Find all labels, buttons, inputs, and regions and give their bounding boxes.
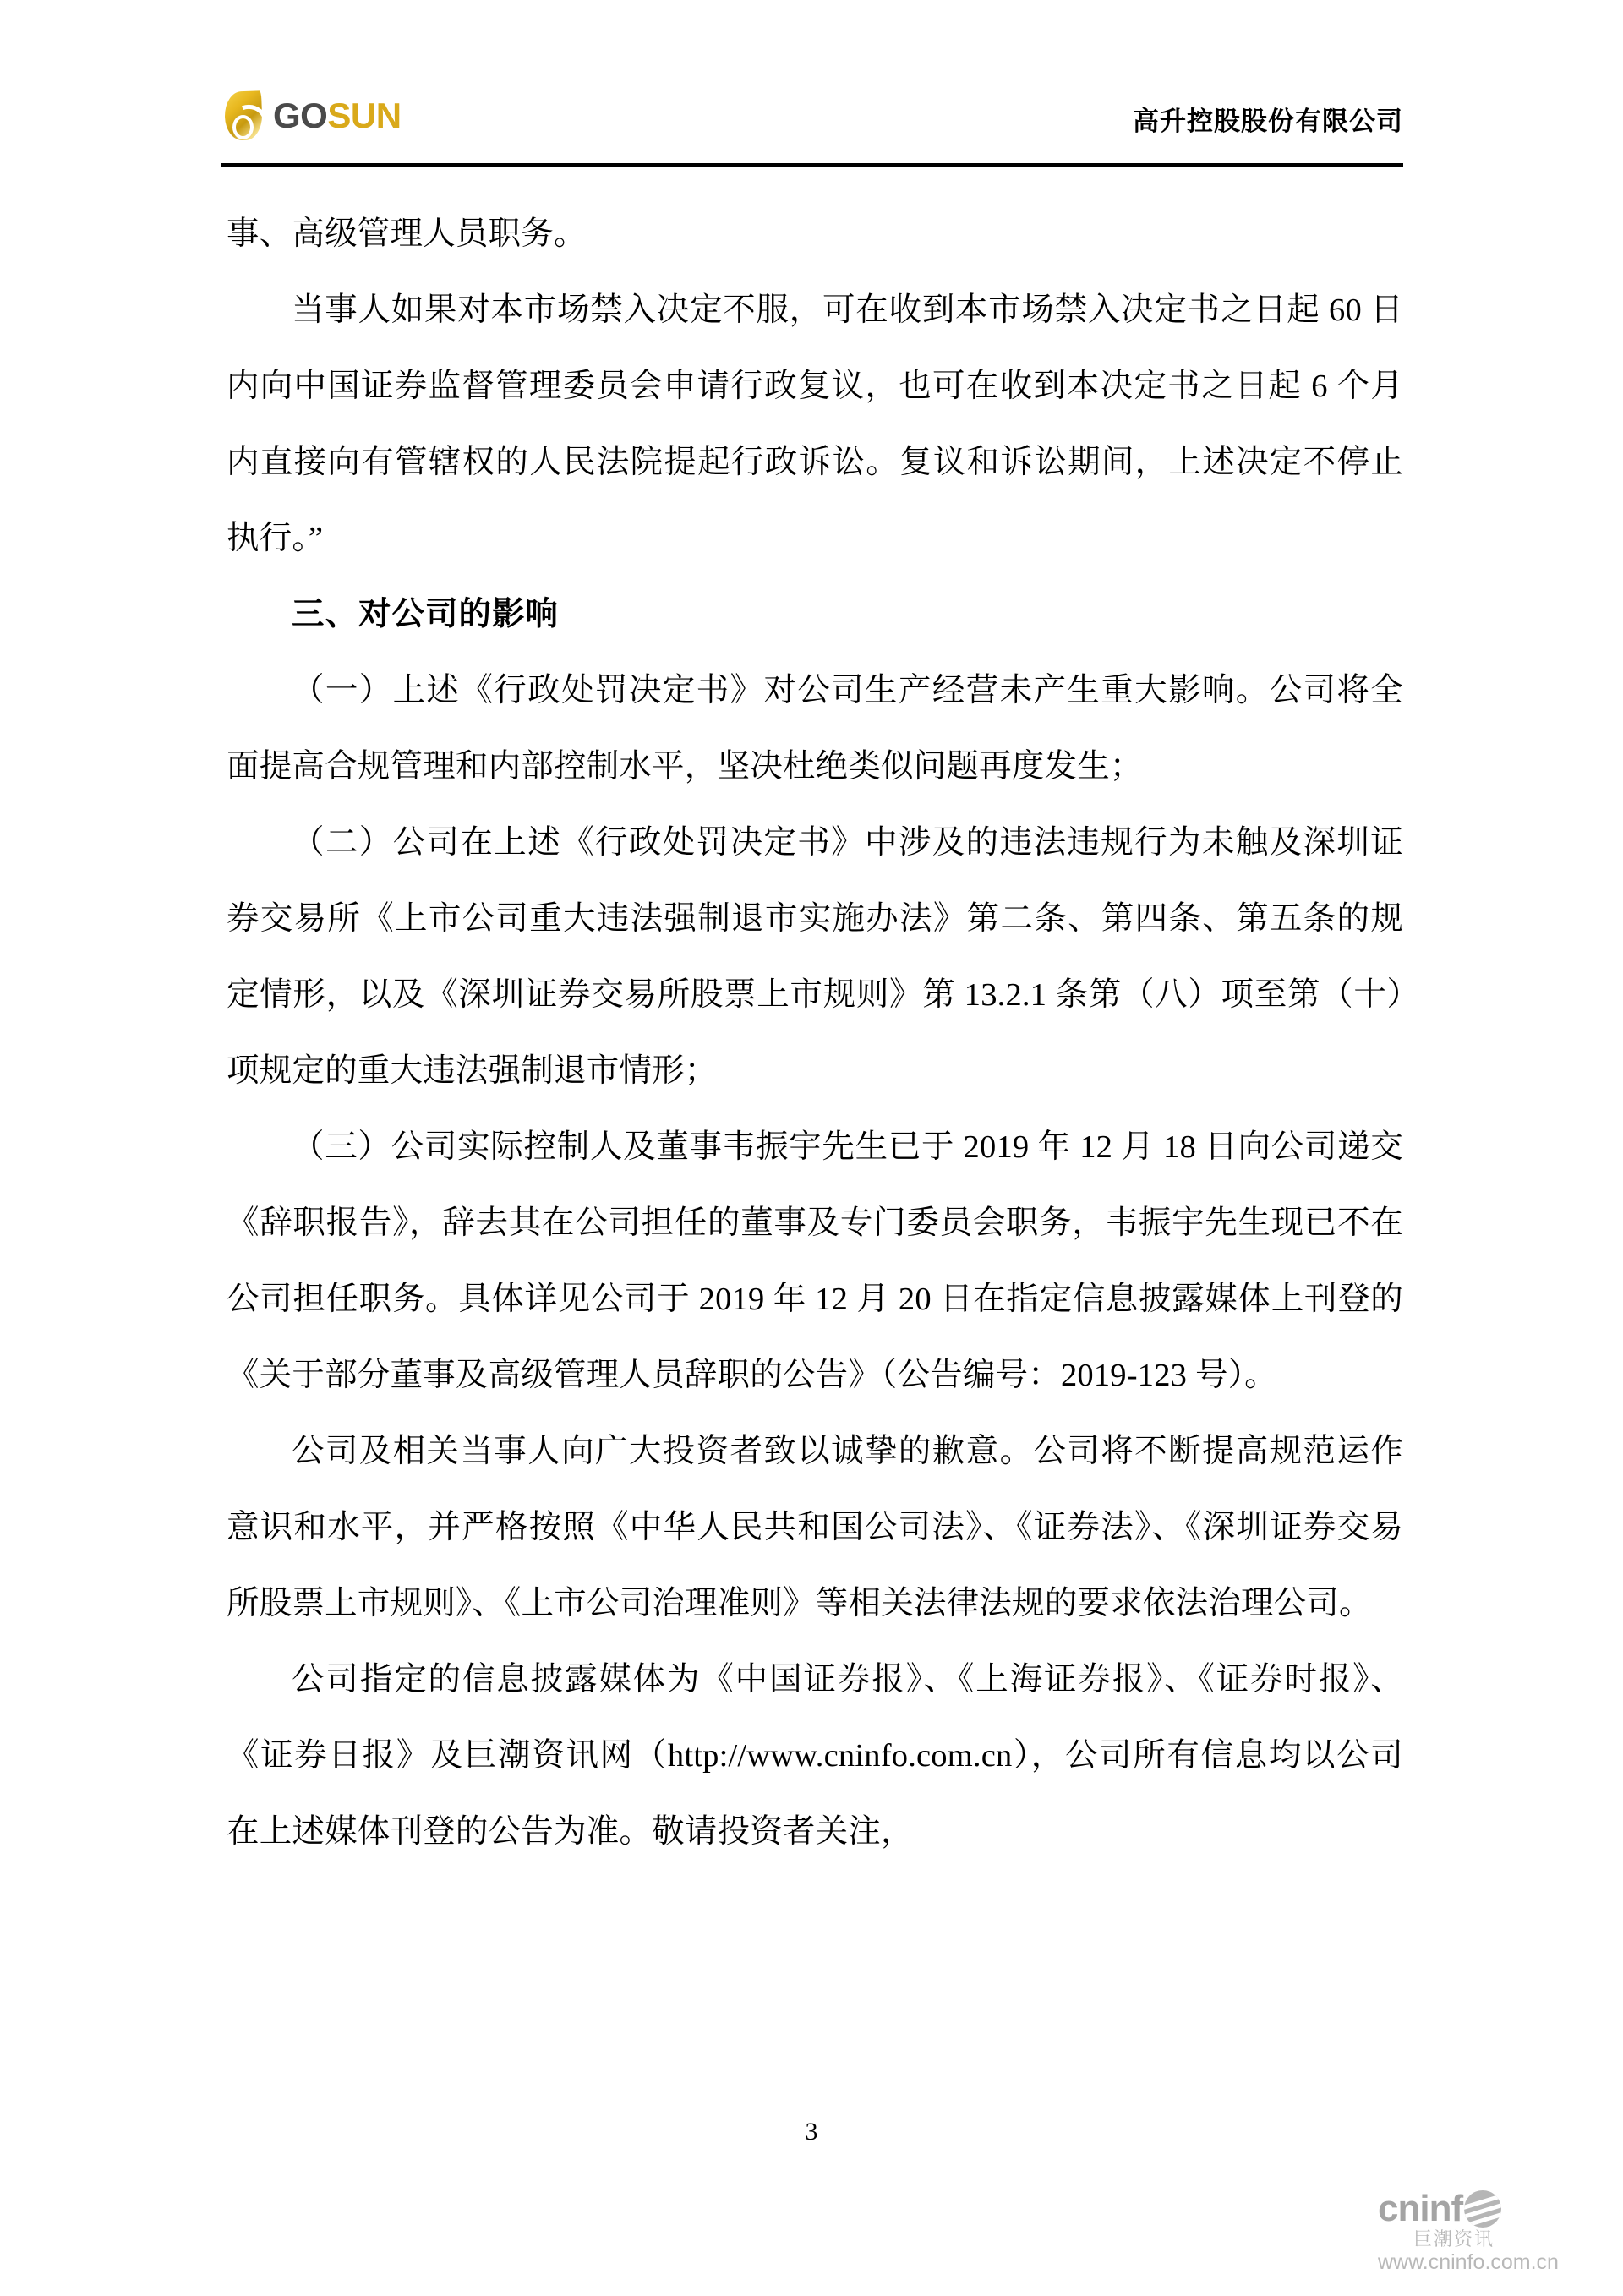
cninfo-logo-row [1378, 2189, 1599, 2228]
paragraph: 事、高级管理人员职务。 [227, 216, 587, 252]
gosun-logo-wordmark [273, 98, 402, 134]
section-heading: 三、对公司的影响 [292, 597, 560, 632]
cninfo-chinese-text: 巨潮资讯 [1413, 2228, 1495, 2250]
cninfo-brand-text: cninf [1378, 2188, 1463, 2229]
paragraph: （一）上述《行政处罚决定书》对公司生产经营未产生重大影响。公司将全面提高合规管理和内部控制水平，坚决杜绝类似问题再度发生； [227, 673, 1403, 784]
cninfo-url-text: www.cninfo.com.cn [1378, 2250, 1559, 2274]
gosun-logo [221, 88, 402, 144]
document-body [227, 196, 1403, 1870]
logo-word-go: GO [273, 96, 328, 135]
header-company-name: 高升控股股份有限公司 [1133, 107, 1403, 136]
paragraph: （二）公司在上述《行政处罚决定书》中涉及的违法违规行为未触及深圳证券交易所《上市公司重大违法强制退市实施办法》第二条、第四条、第五条的规定情形，以及《深圳证券交易所股票上市规则》第 13.2.1 条第（八）项至第（十）项规定的重大违法强制退市情形； [227, 825, 1403, 1089]
paragraph: （三）公司实际控制人及董事韦振宇先生已于 2019 年 12 月 18 日向公司递交《辞职报告》，辞去其在公司担任的董事及专门委员会职务，韦振宇先生现已不在公司担任职务。具体详见公司于 2019 年 12 月 20 日在指定信息披露媒体上刊登的《关于部分董事及高级管理人员辞职的公告》（公告编号：2019-123 号）。 [227, 1129, 1403, 1393]
header-divider-rule [221, 163, 1403, 167]
page-number: 3 [805, 2118, 818, 2146]
cninfo-globe-icon [1464, 2190, 1501, 2228]
logo-word-sun: SUN [327, 96, 402, 135]
paragraph: 公司及相关当事人向广大投资者致以诚挚的歉意。公司将不断提高规范运作意识和水平，并严格按照《中华人民共和国公司法》、《证券法》、《深圳证券交易所股票上市规则》、《上市公司治理准则》等相关法律法规的要求依法治理公司。 [227, 1434, 1403, 1621]
paragraph: 当事人如果对本市场禁入决定不服，可在收到本市场禁入决定书之日起 60 日内向中国证券监督管理委员会申请行政复议，也可在收到本决定书之日起 6 个月内直接向有管辖权的人民法院提起行政诉讼。复议和诉讼期间，上述决定不停止执行。” [227, 292, 1403, 556]
page-header [221, 81, 1403, 166]
paragraph: 公司指定的信息披露媒体为《中国证券报》、《上海证券报》、《证券时报》、《证券日报》及巨潮资讯网（http://www.cninfo.com.cn），公司所有信息均以公司在上述媒体刊登的公告为准。敬请投资者关注， [227, 1662, 1403, 1850]
gosun-flame-logo-icon [221, 90, 265, 142]
cninfo-watermark [1378, 2189, 1599, 2277]
